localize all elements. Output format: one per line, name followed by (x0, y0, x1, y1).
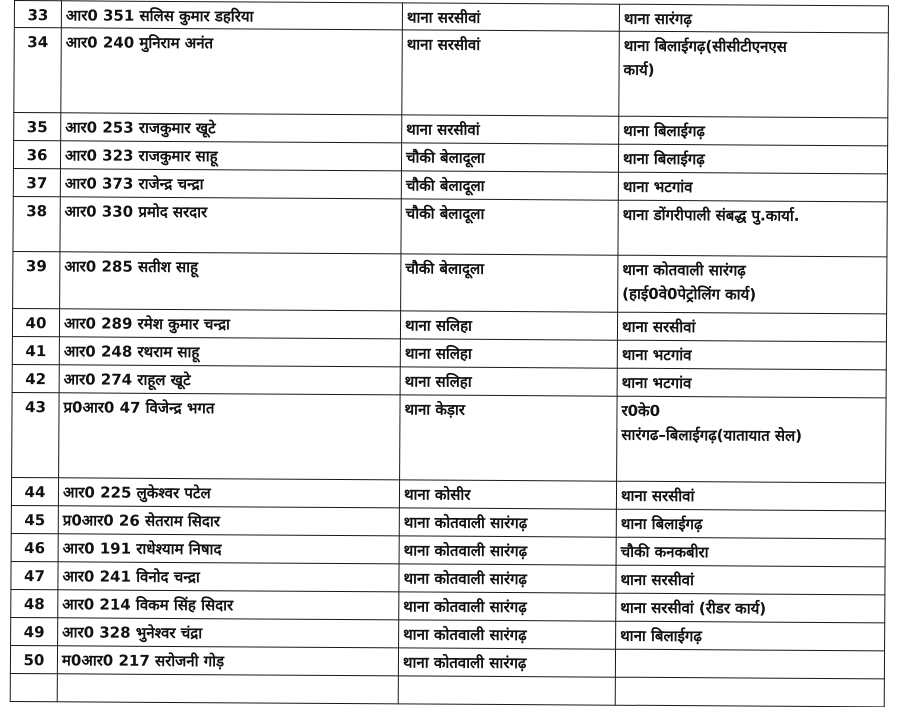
serial-number-cell: 39 (13, 251, 60, 308)
new-posting-line: थाना सरसीवां (621, 317, 696, 337)
current-posting-cell: थाना सरसीवां (402, 115, 619, 144)
employee-name-cell: आर0 248 रथराम साहू (59, 337, 400, 367)
current-posting-cell: चौकी बेलादूला (401, 143, 618, 172)
employee-name-cell: आर0 330 प्रमोद सरदार (60, 197, 401, 254)
current-posting-cell: थाना सरसीवां (402, 3, 619, 31)
serial-number-cell: 41 (12, 336, 59, 364)
serial-number-cell (10, 673, 57, 701)
new-posting-line (620, 652, 880, 654)
serial-number-cell: 43 (12, 392, 60, 477)
serial-number-cell: 37 (13, 168, 60, 196)
new-posting-line: थाना भटगांव (621, 373, 692, 393)
serial-number-cell: 42 (12, 364, 59, 392)
employee-name-cell: आर0 373 राजेन्द्र चन्द्रा (60, 169, 401, 199)
current-posting-cell: चौकी बेलादूला (401, 171, 618, 200)
serial-number-cell: 40 (12, 308, 59, 336)
new-posting-line: थाना सरसीवां (620, 570, 694, 590)
new-posting-line (620, 680, 880, 682)
new-posting-line: थाना सरसीवां (620, 486, 695, 506)
new-posting-cell (618, 255, 887, 314)
serial-number-cell: 33 (14, 1, 61, 28)
new-posting-cell (615, 649, 884, 679)
serial-number-cell: 46 (11, 533, 58, 561)
employee-name-cell: आर0 274 राहूल खूटे (59, 365, 400, 395)
new-posting-line: थाना बिलाईगढ़(सीसीटीएनएस (623, 36, 787, 56)
new-posting-line: थाना डोंगरीपाली संबद्ध पु.कार्या. (622, 205, 800, 225)
new-posting-line: र0के0 (621, 401, 661, 420)
employee-name-cell: आर0 323 राजकुमार साहू (60, 141, 401, 171)
serial-number-cell: 49 (11, 617, 58, 645)
serial-number-cell: 36 (13, 141, 60, 169)
current-posting-cell: थाना सलिहा (400, 339, 617, 368)
new-posting-cell (616, 509, 885, 539)
serial-number-cell: 47 (11, 561, 58, 589)
current-posting-cell: थाना सरसीवां (402, 30, 620, 116)
serial-number-cell: 44 (11, 477, 58, 505)
serial-number-cell: 48 (11, 589, 58, 617)
employee-name-cell: आर0 241 विनोद चन्द्रा (58, 562, 399, 592)
new-posting-cell (616, 621, 885, 651)
new-posting-cell (618, 144, 887, 174)
new-posting-cell (618, 172, 887, 202)
new-posting-line: थाना बिलाईगढ़ (622, 149, 705, 169)
new-posting-cell (617, 396, 887, 483)
employee-name-cell: म0आर0 217 सरोजनी गोड़ (57, 646, 398, 676)
new-posting-line: थाना सरसीवां (रीडर कार्य) (620, 598, 767, 618)
employee-name-cell: प्र0आर0 26 सेतराम सिदार (58, 506, 399, 536)
current-posting-cell: थाना कोतवाली सारंगढ़ (399, 564, 616, 593)
transfer-table-body (10, 1, 888, 707)
new-posting-cell (617, 340, 886, 370)
current-posting-cell: चौकी बेलादूला (401, 199, 618, 255)
employee-name-cell: आर0 351 सलिस कुमार डहरिया (61, 1, 402, 30)
transfer-table (10, 0, 889, 707)
employee-name-cell: आर0 289 रमेश कुमार चन्द्रा (59, 309, 400, 339)
serial-number-cell: 50 (10, 645, 57, 673)
new-posting-cell (615, 677, 884, 707)
employee-name-cell: आर0 253 राजकुमार खूटे (61, 113, 402, 143)
new-posting-line: थाना भटगांव (622, 177, 693, 197)
new-posting-cell (616, 481, 885, 511)
table-row (12, 392, 887, 482)
serial-number-cell: 38 (13, 196, 60, 251)
employee-name-cell: आर0 285 सतीश साहू (60, 252, 401, 311)
employee-name-cell: आर0 214 विकम सिंह सिदार (58, 590, 399, 620)
transfer-list-sheet (14, 0, 880, 702)
current-posting-cell: थाना कोतवाली सारंगढ़ (399, 536, 616, 565)
employee-name-cell (57, 674, 398, 704)
new-posting-line: थाना कोतवाली सारंगढ़ (622, 260, 746, 280)
new-posting-cell (619, 4, 888, 33)
new-posting-line: थाना सारंगढ़ (623, 9, 692, 29)
employee-name-cell: आर0 225 लुकेश्वर पटेल (58, 478, 399, 508)
employee-name-cell: आर0 328 भुनेश्वर चंद्रा (58, 618, 399, 648)
new-posting-line: (हाई0वे0पेट्रोलिंग कार्य) (622, 284, 757, 304)
new-posting-cell (619, 116, 888, 146)
employee-name-cell: आर0 191 राधेश्याम निषाद (58, 534, 399, 564)
current-posting-cell: चौकी बेलादूला (401, 254, 618, 312)
employee-name-cell: आर0 240 मुनिराम अनंत (61, 28, 403, 115)
new-posting-cell (617, 368, 886, 398)
new-posting-line: कार्य) (623, 60, 655, 79)
current-posting-cell (398, 676, 615, 705)
current-posting-cell: थाना सलिहा (400, 367, 617, 396)
current-posting-cell: थाना कोतवाली सारंगढ़ (398, 648, 615, 677)
new-posting-line: थाना बिलाईगढ़ (620, 626, 702, 646)
table-row (10, 673, 884, 706)
table-row (13, 196, 887, 256)
new-posting-cell (617, 312, 886, 342)
serial-number-cell: 34 (14, 28, 62, 113)
new-posting-cell (619, 31, 889, 118)
current-posting-cell: थाना केड़ार (400, 395, 618, 481)
new-posting-cell (616, 565, 885, 595)
new-posting-line: सारंगढ–बिलाईगढ़(यातायात सेल) (621, 425, 803, 445)
new-posting-cell (618, 200, 887, 257)
new-posting-cell (616, 537, 885, 567)
new-posting-line: थाना भटगांव (621, 345, 692, 365)
current-posting-cell: थाना कोसीर (399, 480, 616, 509)
current-posting-cell: थाना सलिहा (400, 311, 617, 340)
current-posting-cell: थाना कोतवाली सारंगढ़ (399, 508, 616, 537)
employee-name-cell: प्र0आर0 47 विजेन्द्र भगत (59, 393, 401, 480)
table-row (13, 251, 887, 313)
new-posting-line: थाना बिलाईगढ़ (623, 121, 705, 141)
new-posting-line: थाना बिलाईगढ़ (620, 514, 703, 534)
serial-number-cell: 35 (14, 113, 61, 141)
current-posting-cell: थाना कोतवाली सारंगढ़ (399, 620, 616, 649)
serial-number-cell: 45 (11, 505, 58, 533)
new-posting-line: चौकी कनकबीरा (620, 542, 709, 562)
current-posting-cell: थाना कोतवाली सारंगढ़ (399, 592, 616, 621)
table-row (14, 28, 889, 118)
new-posting-cell (616, 593, 885, 623)
